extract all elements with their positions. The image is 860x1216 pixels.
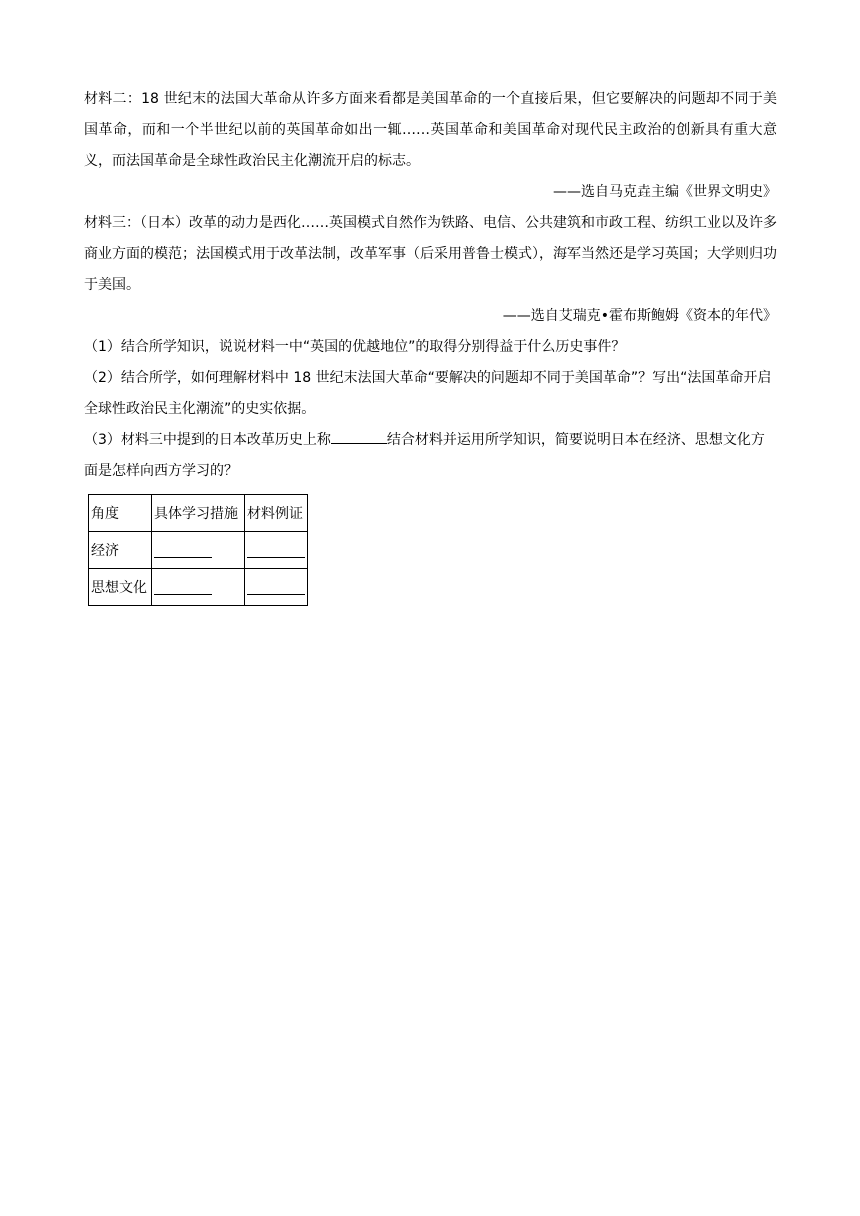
material-two-paragraph: 材料二：18 世纪末的法国大革命从许多方面来看都是美国革命的一个直接后果，但它要解决的问题却不同于美国革命，而和一个半世纪以前的英国革命如出一辄……英国革命和美国革命对现代民主政治的创新具有重大意义，而法国革命是全球性政治民主化潮流开启的标志。 <box>84 91 777 169</box>
question-2: （2）结合所学，如何理解材料中 18 世纪末法国大革命“要解决的问题却不同于美国革命”？写出“法国革命开启全球性政治民主化潮流”的史实依据。 <box>84 370 772 417</box>
measure-answer-blank[interactable] <box>154 543 212 558</box>
table-row <box>89 532 308 569</box>
evidence-cell <box>245 569 308 606</box>
material-three-source: ——选自艾瑞克•霍布斯鲍姆《资本的年代》 <box>502 308 777 324</box>
evidence-answer-blank[interactable] <box>247 543 305 558</box>
question-3-prefix: （3）材料三中提到的日本改革历史上称 <box>84 432 331 448</box>
measure-cell <box>152 569 245 606</box>
document-page <box>84 84 777 606</box>
table-header-cell: 角度 <box>89 495 152 532</box>
row-label-cell: 经济 <box>89 532 152 569</box>
question-3-suffix: 结合材料并运用所学知识，简要说明日本在经济、思想文化方面是怎样向西方学习的？ <box>84 432 765 479</box>
measure-answer-blank[interactable] <box>154 580 212 595</box>
evidence-cell <box>245 532 308 569</box>
material-three-paragraph: 材料三：（日本）改革的动力是西化……英国模式自然作为铁路、电信、公共建筑和市政工程、纺织工业以及许多商业方面的模范；法国模式用于改革法制，改革军事（后采用普鲁士模式），海军当然还是学习英国；大学则归功于美国。 <box>84 215 777 293</box>
material-two-source: ——选自马克垚主编《世界文明史》 <box>553 184 777 200</box>
evidence-answer-blank[interactable] <box>247 580 305 595</box>
answer-table <box>88 494 308 606</box>
question-3-answer-blank[interactable] <box>331 427 387 444</box>
question-3 <box>84 425 777 487</box>
row-label-cell: 思想文化 <box>89 569 152 606</box>
question-1: （1）结合所学知识，说说材料一中“英国的优越地位”的取得分别得益于什么历史事件？ <box>84 339 626 355</box>
table-header-cell: 材料例证 <box>245 495 308 532</box>
table-row <box>89 569 308 606</box>
table-header-row <box>89 495 308 532</box>
measure-cell <box>152 532 245 569</box>
table-header-cell: 具体学习措施 <box>152 495 245 532</box>
